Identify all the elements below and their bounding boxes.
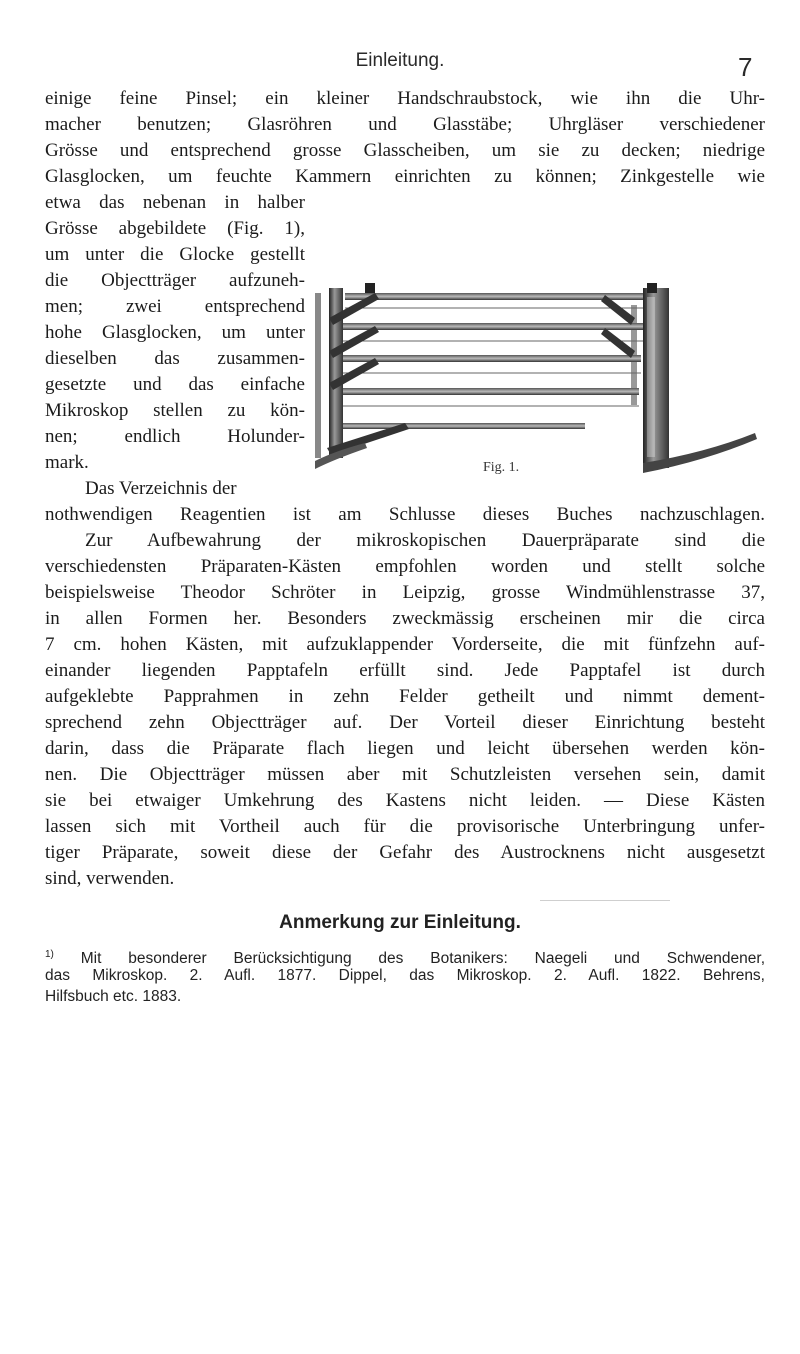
body-line: lassen sich mit Vortheil auch für die provisorische Unterbringung unfer- — [45, 816, 765, 837]
body-line: hohe Glasglocken, um unter — [45, 322, 305, 343]
body-line: beispielsweise Theodor Schröter in Leipzig, grosse Windmühlenstrasse 37, — [45, 582, 765, 603]
notes-heading: Anmerkung zur Einleitung. — [279, 912, 521, 933]
body-line: Grösse abgebildete (Fig. 1), — [45, 218, 305, 239]
body-line: mark. — [45, 452, 89, 473]
body-line: die Objectträger aufzuneh- — [45, 270, 305, 291]
body-line: sie bei etwaiger Umkehrung des Kastens nicht leiden. — Diese Kästen — [45, 790, 765, 811]
footnote-marker: 1) — [45, 949, 54, 960]
body-line: dieselben das zusammen- — [45, 348, 305, 369]
body-line: nen; endlich Holunder- — [45, 426, 305, 447]
footnote-line: Hilfsbuch etc. 1883. — [45, 988, 182, 1005]
body-line: verschiedensten Präparaten-Kästen empfohlen worden und stellt solche — [45, 556, 765, 577]
body-line: etwa das nebenan in halber — [45, 192, 305, 213]
section-divider — [540, 900, 670, 901]
body-line: gesetzte und das einfache — [45, 374, 305, 395]
body-line: men; zwei entsprechend — [45, 296, 305, 317]
body-line: einander liegenden Papptafeln erfüllt sind. Jede Papptafel ist durch — [45, 660, 765, 681]
running-header-title: Einleitung. — [355, 50, 445, 71]
page-number: 7 — [738, 52, 753, 82]
body-line: sprechend zehn Objectträger auf. Der Vorteil dieser Einrichtung besteht — [45, 712, 765, 733]
footnote-line: das Mikroskop. 2. Aufl. 1877. Dippel, das Mikroskop. 2. Aufl. 1822. Behrens, — [45, 967, 765, 984]
body-line: Das Verzeichnis der — [85, 478, 237, 499]
body-line: sind, verwenden. — [45, 868, 175, 889]
footnote-text: Mit besonderer Berücksichtigung des Botanikers: Naegeli und Schwendener, — [80, 950, 766, 967]
body-line: macher benutzen; Glasröhren und Glasstäbe; Uhrgläser verschiedener — [45, 114, 765, 135]
figure-caption: Fig. 1. — [483, 460, 520, 475]
body-line: Glasglocken, um feuchte Kammern einrichten zu können; Zinkgestelle wie — [45, 166, 765, 187]
body-line: darin, dass die Präparate flach liegen und leicht übersehen werden kön- — [45, 738, 765, 759]
body-line: aufgeklebte Papprahmen in zehn Felder getheilt und nimmt dement- — [45, 686, 765, 707]
body-line: nothwendigen Reagentien ist am Schlusse dieses Buches nachzuschlagen. — [45, 504, 765, 525]
body-line: Mikroskop stellen zu kön- — [45, 400, 305, 421]
body-line: einige feine Pinsel; ein kleiner Handschraubstock, wie ihn die Uhr- — [45, 88, 765, 109]
body-line: nen. Die Objectträger müssen aber mit Schutzleisten versehen sein, damit — [45, 764, 765, 785]
body-line: 7 cm. hohen Kästen, mit aufzuklappender Vorderseite, die mit fünfzehn auf- — [45, 634, 765, 655]
zinc-rack-illustration — [305, 283, 767, 473]
body-line: um unter die Glocke gestellt — [45, 244, 305, 265]
body-line: Grösse und entsprechend grosse Glasscheiben, um sie zu decken; niedrige — [45, 140, 765, 161]
body-line: tiger Präparate, soweit diese der Gefahr des Austrocknens nicht ausgesetzt — [45, 842, 765, 863]
body-line: Zur Aufbewahrung der mikroskopischen Dauerpräparate sind die — [85, 530, 765, 551]
body-line: in allen Formen her. Besonders zweckmässig erscheinen mir die circa — [45, 608, 765, 629]
